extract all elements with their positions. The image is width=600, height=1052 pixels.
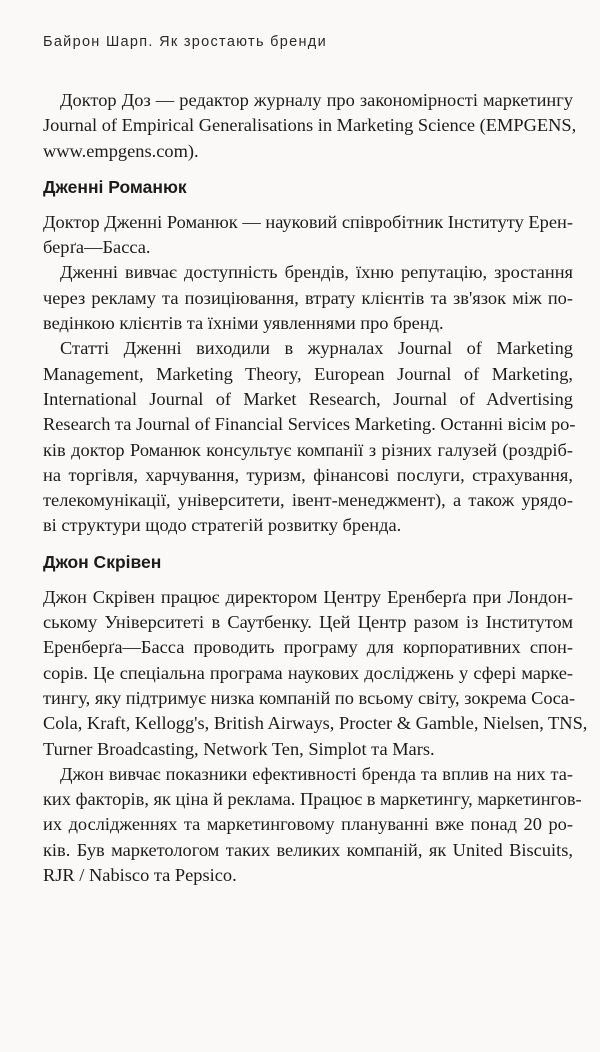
text-line: телекомунікації, університети, івент-менеджмент), а також урядо-	[43, 490, 573, 511]
text-line: Дженні вивчає доступність брендів, їхню репутацію, зростання	[60, 262, 573, 283]
text-line: Journal of Empirical Generalisations in Marketing Science (EMPGENS,	[43, 115, 577, 136]
text-line: Management, Marketing Theory, European Journal of Marketing,	[43, 363, 573, 384]
text-line: на торгівля, харчування, туризм, фінансові послуги, страхування,	[43, 464, 573, 485]
text-line: Джон Скрівен працює директором Центру Еренберґа при Лондон-	[43, 586, 573, 607]
text-line: Джон вивчає показники ефективності бренда та вплив на них та-	[60, 763, 573, 784]
text-line: Cola, Kraft, Kellogg's, British Airways, Procter & Gamble, Nielsen, TNS,	[43, 713, 588, 734]
text-line: Доктор Дженні Романюк — науковий співробітник Інституту Ерен-	[43, 211, 573, 232]
text-line: ві структури щодо стратегій розвитку бренда.	[43, 515, 402, 536]
paragraph	[43, 762, 582, 888]
paragraph	[43, 88, 577, 164]
running-header: Байрон Шарп. Як зростають бренди	[43, 34, 327, 50]
page-body	[43, 88, 588, 888]
text-line: RJR / Nabisco та Pepsico.	[43, 865, 237, 886]
text-line: Статті Дженні виходили в журналах Journal of Marketing	[60, 338, 573, 359]
section-heading: Дженні Романюк	[43, 176, 187, 197]
text-line: их дослідженнях та маркетинговому плануванні вже понад 20 ро-	[43, 814, 573, 835]
paragraph	[43, 585, 588, 762]
text-line: International Journal of Market Research, Journal of Advertising	[43, 388, 573, 409]
text-line: ків. Був маркетологом таких великих компаній, як United Biscuits,	[43, 839, 573, 860]
text-line: ському Університеті в Саутбенку. Цей Центр разом із Інститутом	[43, 612, 573, 633]
section-heading: Джон Скрівен	[43, 551, 162, 572]
text-line: ків доктор Романюк консультує компанії з різних галузей (роздріб-	[43, 439, 573, 460]
text-line: Еренберґа—Басса проводить програму для корпоративних спон-	[43, 637, 573, 658]
text-line: ких факторів, як ціна й реклама. Працює в маркетингу, маркетингов-	[43, 789, 582, 810]
paragraph	[43, 210, 573, 261]
text-line: Доктор Доз — редактор журналу про закономірності маркетингу	[60, 90, 573, 110]
text-line: тингу, яку підтримує низка компаній по всьому світу, зокрема Coca-	[43, 687, 576, 708]
text-line: через рекламу та позиціювання, втрату клієнтів та зв'язок між по-	[43, 287, 573, 308]
text-line: берґа—Басса.	[43, 237, 151, 258]
text-line: сорів. Це спеціальна програма наукових досліджень у сфері марке-	[43, 662, 573, 683]
text-line: ведінкою клієнтів та їхніми уявленнями про бренд.	[43, 313, 444, 334]
paragraph	[43, 260, 573, 336]
text-line: Research та Journal of Financial Services Marketing. Останні вісім ро-	[43, 414, 576, 435]
text-line: Turner Broadcasting, Network Ten, Simplot та Mars.	[43, 738, 435, 759]
text-line: www.empgens.com).	[43, 140, 199, 161]
paragraph	[43, 336, 576, 538]
